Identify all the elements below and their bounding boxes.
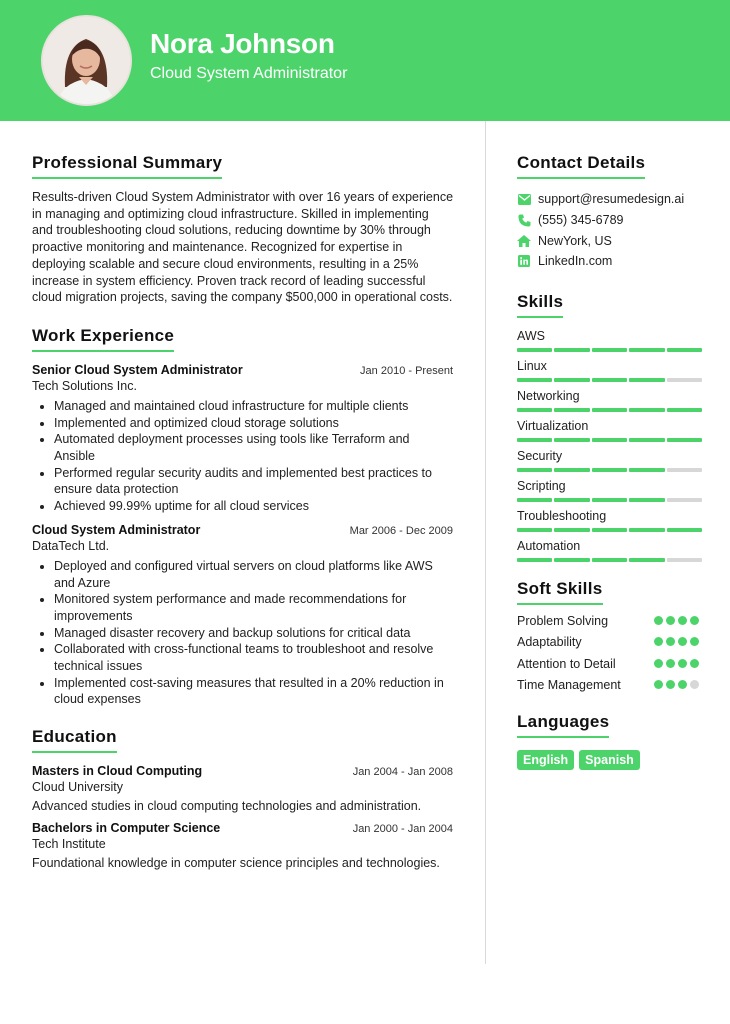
soft-skill-name: Time Management [517, 678, 621, 693]
experience-heading: Work Experience [32, 326, 174, 352]
rating-dot [690, 680, 699, 689]
skill-level-segment [517, 528, 552, 532]
education-header [32, 821, 453, 835]
soft-skills-heading: Soft Skills [517, 579, 603, 605]
skill-level-bar [517, 378, 702, 382]
skill-level-segment [667, 498, 702, 502]
skill-level-segment [517, 348, 552, 352]
skill-level-bar [517, 468, 702, 472]
skill-level-bar [517, 528, 702, 532]
soft-skill-item [517, 634, 702, 651]
home-icon [517, 234, 531, 248]
job-bullet: • Implemented and optimized cloud storage solutions [54, 415, 453, 432]
job-bullets [32, 398, 453, 515]
job-entry [32, 523, 453, 708]
rating-dot [678, 659, 687, 668]
skill-item [517, 388, 702, 412]
contact-text: LinkedIn.com [538, 254, 613, 269]
soft-skill-item [517, 677, 702, 694]
candidate-title: Cloud System Administrator [150, 65, 348, 82]
contact-text: NewYork, US [538, 233, 612, 248]
skill-level-bar [517, 438, 702, 442]
job-bullet: • Deployed and configured virtual servers on cloud platforms like AWS and Azure [54, 558, 453, 591]
rating-dot [690, 659, 699, 668]
job-bullet: • Managed disaster recovery and backup solutions for critical data [54, 625, 453, 642]
skill-level-segment [517, 378, 552, 382]
skill-level-segment [554, 438, 589, 442]
job-bullet: • Collaborated with cross-functional teams to troubleshoot and resolve technical issues [54, 641, 453, 674]
language-badge: English [517, 750, 574, 770]
skill-level-segment [554, 378, 589, 382]
soft-skill-item [517, 656, 702, 673]
rating-dot [654, 616, 663, 625]
summary-heading: Professional Summary [32, 153, 222, 179]
contact-text: support@resumedesign.ai [538, 192, 685, 207]
skill-level-segment [517, 468, 552, 472]
soft-skill-rating [654, 656, 702, 668]
education-section [32, 727, 453, 870]
job-dates: Mar 2006 - Dec 2009 [349, 524, 453, 537]
skill-item [517, 448, 702, 472]
skill-level-segment [554, 468, 589, 472]
job-bullet: • Implemented cost-saving measures that resulted in a 20% reduction in cloud expenses [54, 675, 453, 708]
job-dates: Jan 2010 - Present [360, 364, 453, 377]
job-list [32, 363, 453, 708]
skill-item [517, 538, 702, 562]
skill-level-segment [629, 468, 664, 472]
job-bullet: • Automated deployment processes using tools like Terraform and Ansible [54, 431, 453, 464]
skill-level-segment [517, 408, 552, 412]
profile-photo [41, 15, 132, 106]
skill-level-segment [629, 438, 664, 442]
contact-item [517, 210, 702, 231]
skill-level-bar [517, 498, 702, 502]
rating-dot [666, 637, 675, 646]
phone-icon [517, 213, 531, 227]
degree-name: Bachelors in Computer Science [32, 821, 221, 836]
soft-skill-rating [654, 677, 702, 689]
education-list [32, 764, 453, 870]
skill-level-segment [592, 438, 627, 442]
contact-heading: Contact Details [517, 153, 645, 179]
education-header [32, 764, 453, 778]
soft-skill-item [517, 613, 702, 630]
contact-text: (555) 345-6789 [538, 213, 624, 228]
language-badge: Spanish [579, 750, 640, 770]
skill-level-segment [517, 498, 552, 502]
skill-level-segment [592, 528, 627, 532]
sidebar-column [517, 121, 702, 770]
skill-level-segment [629, 498, 664, 502]
skill-level-segment [592, 468, 627, 472]
job-title: Cloud System Administrator [32, 522, 201, 537]
skill-item [517, 418, 702, 442]
skill-item [517, 358, 702, 382]
education-entry [32, 821, 453, 870]
summary-section [32, 153, 453, 306]
skill-name: Security [517, 448, 563, 463]
job-bullet: • Monitored system performance and made recommendations for improvements [54, 591, 453, 624]
skill-item [517, 328, 702, 352]
rating-dot [690, 616, 699, 625]
school-name: Cloud University [32, 780, 124, 795]
skill-level-bar [517, 348, 702, 352]
soft-skill-rating [654, 613, 702, 625]
rating-dot [678, 680, 687, 689]
skill-name: AWS [517, 328, 546, 343]
skill-item [517, 508, 702, 532]
skill-level-segment [629, 528, 664, 532]
rating-dot [654, 680, 663, 689]
skill-level-segment [554, 348, 589, 352]
skill-level-segment [592, 378, 627, 382]
language-list [517, 750, 702, 770]
school-name: Tech Institute [32, 837, 106, 852]
education-heading: Education [32, 727, 117, 753]
education-dates: Jan 2004 - Jan 2008 [352, 766, 453, 779]
skill-level-segment [667, 438, 702, 442]
languages-heading: Languages [517, 712, 609, 738]
contact-section [517, 153, 702, 272]
rating-dot [666, 680, 675, 689]
skill-level-segment [554, 408, 589, 412]
soft-skill-name: Problem Solving [517, 613, 609, 628]
skill-level-segment [592, 498, 627, 502]
skill-level-segment [629, 348, 664, 352]
linkedin-icon [517, 254, 531, 268]
skill-level-segment [667, 528, 702, 532]
soft-skill-rating [654, 634, 702, 646]
company-name: Tech Solutions Inc. [32, 378, 137, 393]
languages-section [517, 712, 702, 770]
skill-name: Networking [517, 388, 580, 403]
skill-level-segment [667, 408, 702, 412]
skill-item [517, 478, 702, 502]
skills-heading: Skills [517, 292, 563, 318]
email-icon [517, 192, 531, 206]
skill-level-segment [667, 558, 702, 562]
rating-dot [666, 659, 675, 668]
skills-section [517, 292, 702, 562]
skill-name: Virtualization [517, 418, 589, 433]
skill-level-segment [517, 558, 552, 562]
job-bullet: • Managed and maintained cloud infrastructure for multiple clients [54, 398, 453, 415]
summary-text: Results-driven Cloud System Administrator with over 16 years of experience in managing and optimizing cloud infrastructure. Skilled in implementing and troubleshooting cloud solutions, reducing downtime by 30% through proactive monitoring and maintenance. Recognized for expertise in deploying scalable and secure cloud environments, resulting in a 25% increase in system efficiency. Proven track record of leading successful cloud migration projects, saving the company $500,000 in operational costs. [32, 190, 454, 305]
education-dates: Jan 2000 - Jan 2004 [352, 823, 453, 836]
contact-list [517, 189, 702, 272]
contact-item [517, 251, 702, 272]
skill-level-segment [667, 378, 702, 382]
job-header [32, 523, 453, 537]
resume-header [0, 0, 730, 121]
skill-level-segment [629, 558, 664, 562]
soft-skill-name: Attention to Detail [517, 656, 616, 671]
skill-name: Automation [517, 538, 581, 553]
job-header [32, 363, 453, 377]
skill-level-segment [554, 528, 589, 532]
rating-dot [654, 637, 663, 646]
candidate-name: Nora Johnson [150, 28, 335, 59]
skill-level-segment [592, 408, 627, 412]
rating-dot [690, 637, 699, 646]
contact-item [517, 189, 702, 210]
job-bullet: • Achieved 99.99% uptime for all cloud services [54, 498, 453, 515]
education-description: Foundational knowledge in computer science principles and technologies. [32, 856, 440, 871]
rating-dot [678, 616, 687, 625]
degree-name: Masters in Cloud Computing [32, 764, 203, 779]
skill-level-segment [554, 498, 589, 502]
skill-level-segment [592, 348, 627, 352]
rating-dot [654, 659, 663, 668]
column-divider [485, 121, 486, 964]
contact-item [517, 230, 702, 251]
experience-section [32, 326, 453, 708]
skill-level-segment [667, 468, 702, 472]
skill-level-bar [517, 558, 702, 562]
skill-name: Linux [517, 358, 547, 373]
skill-name: Troubleshooting [517, 508, 607, 523]
skills-list [517, 328, 702, 562]
soft-skills-section [517, 579, 702, 694]
company-name: DataTech Ltd. [32, 538, 110, 553]
rating-dot [678, 637, 687, 646]
soft-skill-name: Adaptability [517, 635, 582, 650]
education-entry [32, 764, 453, 813]
soft-skills-list [517, 613, 702, 694]
job-title: Senior Cloud System Administrator [32, 362, 243, 377]
skill-level-segment [592, 558, 627, 562]
job-bullets [32, 558, 453, 708]
education-description: Advanced studies in cloud computing technologies and administration. [32, 799, 422, 814]
job-entry [32, 363, 453, 515]
skill-level-segment [667, 348, 702, 352]
job-bullet: • Performed regular security audits and implemented best practices to ensure data protection [54, 465, 453, 498]
rating-dot [666, 616, 675, 625]
skill-level-segment [629, 378, 664, 382]
skill-level-segment [629, 408, 664, 412]
skill-level-bar [517, 408, 702, 412]
skill-level-segment [517, 438, 552, 442]
skill-level-segment [554, 558, 589, 562]
skill-name: Scripting [517, 478, 566, 493]
main-column [32, 121, 453, 870]
